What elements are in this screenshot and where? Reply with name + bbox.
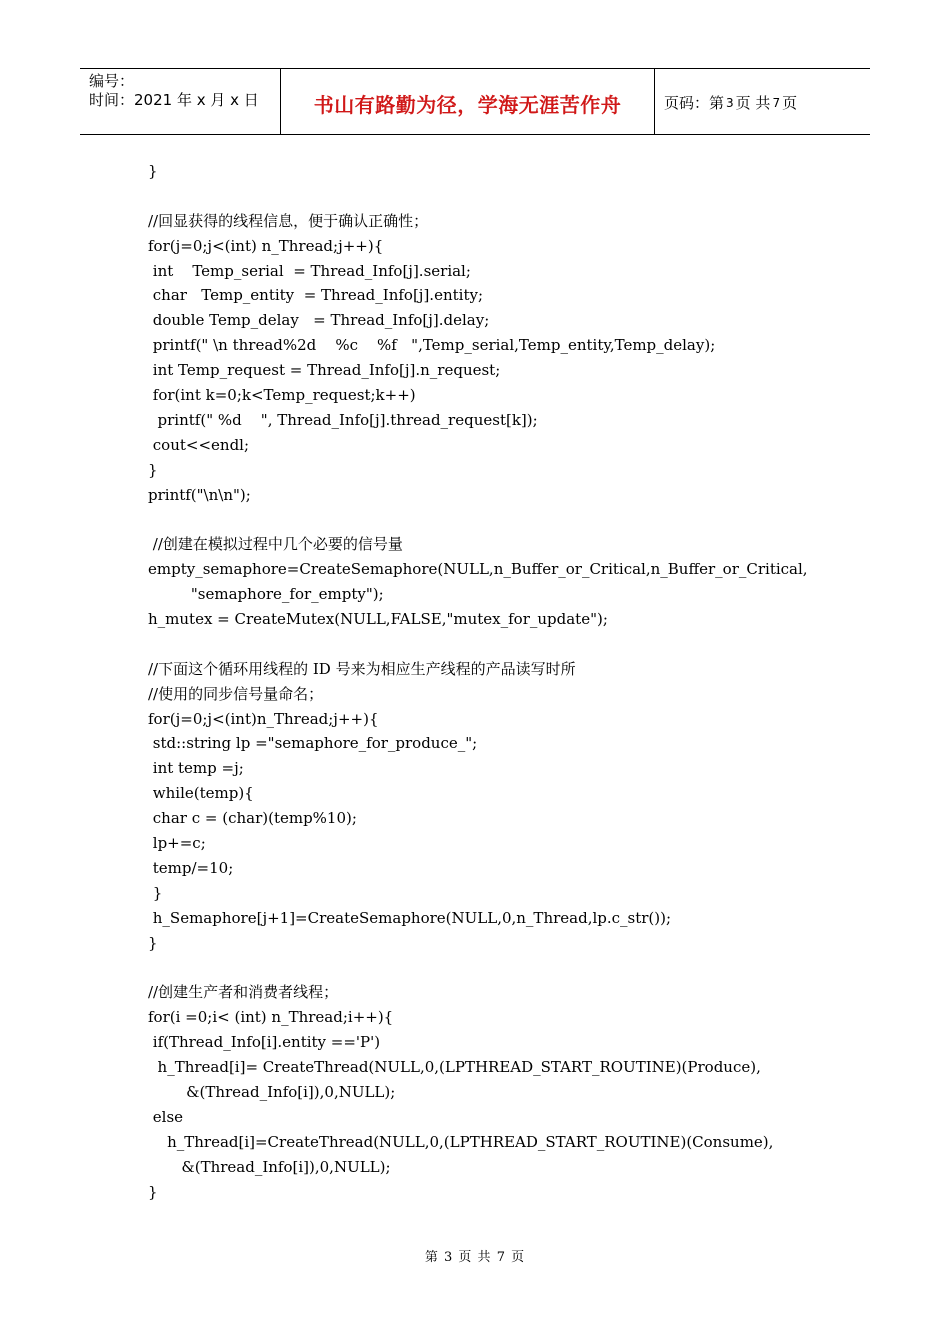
page-header — [80, 68, 870, 135]
code-line: h_Thread[i]=CreateThread(NULL,0,(LPTHREAD_START_ROUTINE)(Consume), — [148, 1132, 774, 1151]
code-line: h_Semaphore[j+1]=CreateSemaphore(NULL,0,n_Thread,lp.c_str()); — [148, 908, 672, 927]
code-line: lp+=c; — [148, 834, 206, 853]
code-line — [148, 507, 908, 532]
header-motto-cell — [281, 69, 655, 134]
code-line: } — [148, 460, 158, 479]
code-line: &(Thread_Info[i]),0,NULL); — [148, 1082, 396, 1101]
code-line: cout<<endl; — [148, 435, 250, 454]
code-line — [148, 184, 908, 209]
code-line: double Temp_delay = Thread_Info[j].delay; — [148, 311, 490, 330]
code-line: empty_semaphore=CreateSemaphore(NULL,n_Buffer_or_Critical,n_Buffer_or_Critical, — [148, 560, 808, 579]
serial-label: 编号： — [89, 72, 135, 90]
code-line: printf(" %d ", Thread_Info[j].thread_request[k]); — [148, 410, 538, 429]
code-line: //下面这个循环用线程的 ID 号来为相应生产线程的产品读写时所 — [148, 659, 576, 678]
code-line: printf(" \n thread%2d %c %f ",Temp_serial,Temp_entity,Temp_delay); — [148, 336, 716, 355]
date-label: 时间：2021 年 x 月 x 日 — [89, 91, 259, 109]
code-line: //回显获得的线程信息，便于确认正确性； — [148, 211, 429, 230]
code-line: int Temp_request = Thread_Info[j].n_request; — [148, 361, 501, 380]
code-line: } — [148, 933, 158, 952]
motto: 书山有路勤为径，学海无涯苦作舟 — [313, 93, 622, 117]
code-line: //使用的同步信号量命名； — [148, 684, 324, 703]
page-footer: 第 3 页 共 7 页 — [424, 1250, 526, 1265]
code-block — [148, 159, 908, 1204]
code-line: &(Thread_Info[i]),0,NULL); — [148, 1157, 391, 1176]
code-line — [148, 956, 908, 981]
page-prefix: 页码：第 — [664, 94, 725, 112]
code-line: int Temp_serial = Thread_Info[j].serial; — [148, 261, 471, 280]
code-line: h_mutex = CreateMutex(NULL,FALSE,"mutex_for_update"); — [148, 610, 608, 629]
page-mid: 页 共 — [735, 94, 771, 112]
code-line: h_Thread[i]= CreateThread(NULL,0,(LPTHREAD_START_ROUTINE)(Produce), — [148, 1058, 761, 1077]
code-line: if(Thread_Info[i].entity =='P') — [148, 1033, 381, 1052]
code-line: int temp =j; — [148, 759, 244, 778]
code-line: //创建生产者和消费者线程； — [148, 983, 339, 1002]
code-line: } — [148, 883, 163, 902]
code-line: //创建在模拟过程中几个必要的信号量 — [148, 535, 403, 554]
code-line: char Temp_entity = Thread_Info[j].entity; — [148, 286, 483, 305]
code-line: for(j=0;j<(int)n_Thread;j++){ — [148, 709, 379, 728]
code-line: "semaphore_for_empty"); — [148, 585, 384, 604]
code-line: } — [148, 162, 158, 180]
header-meta — [80, 69, 281, 134]
code-line: for(i =0;i< (int) n_Thread;i++){ — [148, 1008, 394, 1027]
header-page-info — [655, 69, 870, 134]
code-line: while(temp){ — [148, 784, 254, 803]
code-line: temp/=10; — [148, 858, 234, 877]
code-line: } — [148, 1182, 158, 1201]
code-line: for(j=0;j<(int) n_Thread;j++){ — [148, 236, 384, 255]
page-current: 3 — [726, 95, 734, 110]
page-total: 7 — [772, 95, 781, 110]
page-suffix: 页 — [782, 94, 798, 112]
code-line: else — [148, 1107, 184, 1126]
code-line: std::string lp ="semaphore_for_produce_"; — [148, 734, 478, 753]
code-line: for(int k=0;k<Temp_request;k++) — [148, 386, 416, 405]
code-line: printf("\n\n"); — [148, 485, 251, 504]
code-line: char c = (char)(temp%10); — [148, 809, 357, 828]
code-line — [148, 632, 908, 657]
